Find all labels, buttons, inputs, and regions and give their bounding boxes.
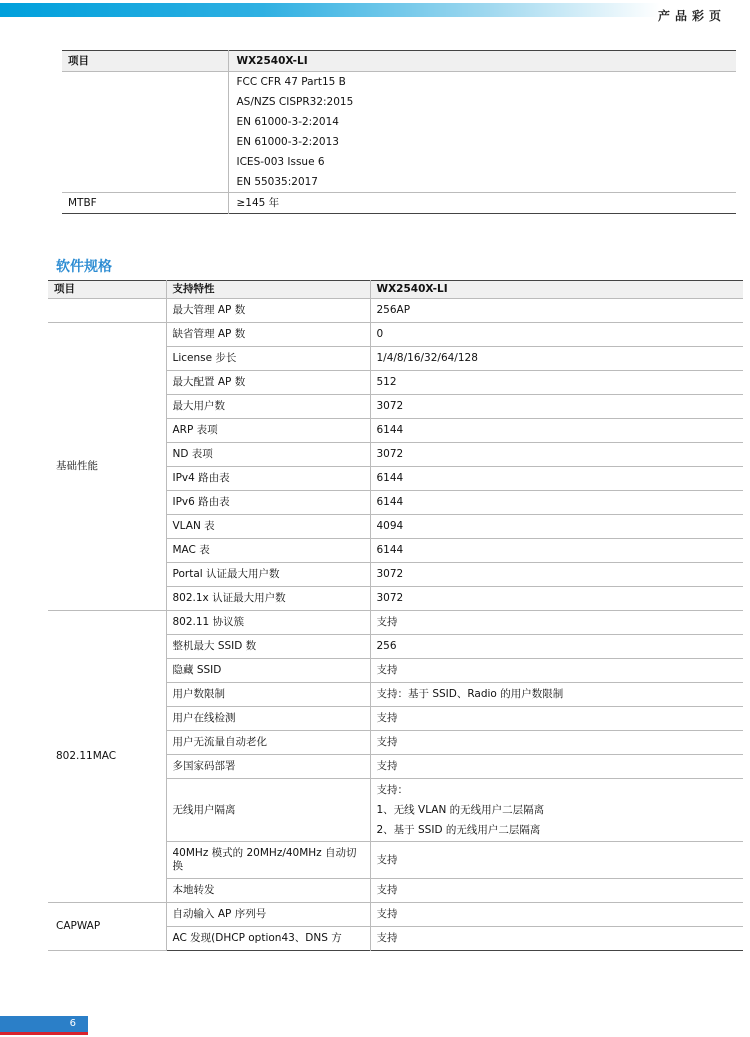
value-cell: 256AP <box>370 299 743 323</box>
standard-item: EN 55035:2017 <box>236 175 318 188</box>
value-cell: 256 <box>370 635 743 659</box>
feature-cell: 多国家码部署 <box>166 755 370 779</box>
feature-cell: IPv4 路由表 <box>166 467 370 491</box>
mtbf-label: MTBF <box>62 193 228 214</box>
feature-cell: 802.11 协议簇 <box>166 611 370 635</box>
footer-page-tab <box>0 1016 88 1035</box>
value-cell: 1/4/8/16/32/64/128 <box>370 347 743 371</box>
header-feature: 支持特性 <box>166 281 370 299</box>
value-cell: 3072 <box>370 587 743 611</box>
value-cell: 0 <box>370 323 743 347</box>
value-cell: 支持 <box>370 842 743 879</box>
value-cell: 支持 <box>376 932 398 945</box>
table-header-row <box>48 281 743 299</box>
value-cell: 支持：基于 SSID、Radio 的用户数限制 <box>370 683 743 707</box>
mtbf-value: ≥145 年 <box>228 193 736 214</box>
table-row <box>48 611 743 635</box>
feature-cell: IPv6 路由表 <box>166 491 370 515</box>
value-cell: 4094 <box>370 515 743 539</box>
feature-cell: MAC 表 <box>166 539 370 563</box>
value-cell: 3072 <box>370 443 743 467</box>
value-cell: 512 <box>370 371 743 395</box>
hardware-spec-table <box>62 50 736 214</box>
table-row <box>48 299 743 323</box>
value-line: 支持： <box>376 784 408 796</box>
feature-cell: 用户数限制 <box>166 683 370 707</box>
value-cell: 6144 <box>370 419 743 443</box>
feature-cell: 隐藏 SSID <box>166 659 370 683</box>
mtbf-row <box>62 193 736 214</box>
value-cell: 支持 <box>370 611 743 635</box>
value-cell: 支持 <box>370 879 743 903</box>
value-cell: 3072 <box>370 563 743 587</box>
header-model: WX2540X-LI <box>370 281 743 299</box>
standard-item: FCC CFR 47 Part15 B <box>236 75 346 88</box>
feature-cell: 整机最大 SSID 数 <box>166 635 370 659</box>
feature-cell: 无线用户隔离 <box>166 779 370 842</box>
standard-item: EN 61000-3-2:2013 <box>236 135 339 148</box>
feature-cell: Portal 认证最大用户数 <box>166 563 370 587</box>
value-cell: 支持 <box>370 903 743 927</box>
feature-cell: 802.1x 认证最大用户数 <box>166 587 370 611</box>
header-item: 项目 <box>48 281 166 299</box>
feature-cell: 本地转发 <box>166 879 370 903</box>
value-cell: 3072 <box>370 395 743 419</box>
feature-cell: 40MHz 模式的 20MHz/40MHz 自动切换 <box>166 842 370 879</box>
header-model: WX2540X-LI <box>228 51 736 72</box>
feature-cell: 缺省管理 AP 数 <box>166 323 370 347</box>
standard-item: AS/NZS CISPR32:2015 <box>236 95 354 108</box>
feature-cell: AC 发现(DHCP option43、DNS 方 <box>166 927 370 951</box>
feature-cell: 用户无流量自动老化 <box>166 731 370 755</box>
value-cell: 支持 <box>370 755 743 779</box>
value-cell: 支持 <box>370 707 743 731</box>
group-basic-performance: 基础性能 <box>48 323 166 611</box>
feature-cell: 用户在线检测 <box>166 707 370 731</box>
header-title: 产品彩页 <box>657 9 726 23</box>
header-item: 项目 <box>62 51 228 72</box>
standards-label-cell <box>62 72 228 193</box>
value-cell: 6144 <box>370 467 743 491</box>
standard-item: ICES-003 Issue 6 <box>236 155 325 168</box>
value-line: 1、无线 VLAN 的无线用户二层隔离 <box>376 804 545 816</box>
feature-cell: 最大配置 AP 数 <box>166 371 370 395</box>
table-row <box>48 323 743 347</box>
feature-cell: 最大管理 AP 数 <box>166 299 370 323</box>
group-capwap: CAPWAP <box>48 903 166 951</box>
section-title: 软件规格 <box>56 259 112 275</box>
standard-item: EN 61000-3-2:2014 <box>236 115 339 128</box>
value-cell: 6144 <box>370 539 743 563</box>
feature-cell: 自动输入 AP 序列号 <box>166 903 370 927</box>
feature-cell: ND 表项 <box>166 443 370 467</box>
value-cell: 支持 <box>370 731 743 755</box>
value-cell-multiline <box>370 779 743 842</box>
value-line: 2、基于 SSID 的无线用户二层隔离 <box>376 824 541 836</box>
feature-cell: License 步长 <box>166 347 370 371</box>
value-cell: 6144 <box>370 491 743 515</box>
group-80211mac: 802.11MAC <box>48 611 166 903</box>
page-number: 6 <box>69 1018 76 1029</box>
table-row <box>62 72 736 93</box>
table-header-row <box>62 51 736 72</box>
feature-cell: VLAN 表 <box>166 515 370 539</box>
feature-cell: ARP 表项 <box>166 419 370 443</box>
empty-group-cell <box>48 299 166 323</box>
value-cell: 支持 <box>370 659 743 683</box>
feature-cell: 最大用户数 <box>166 395 370 419</box>
header-band <box>0 3 750 17</box>
software-spec-table <box>48 280 743 951</box>
table-row <box>48 903 743 927</box>
